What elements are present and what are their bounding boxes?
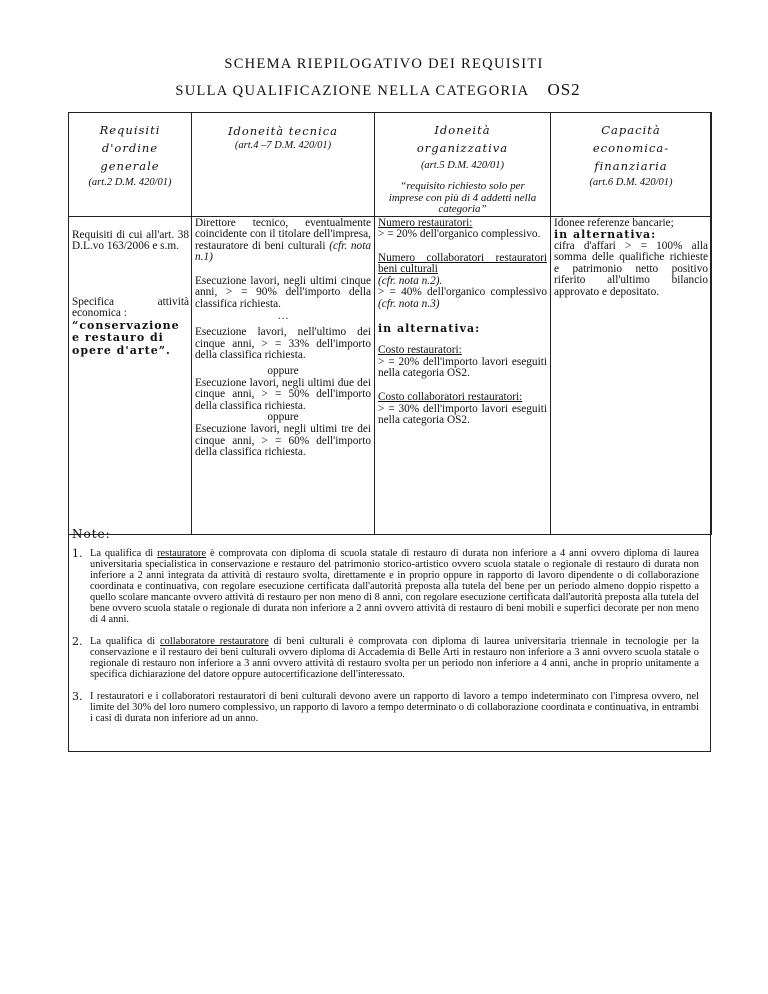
table-body-row <box>69 216 712 534</box>
director-note: (cfr. nota n.1) <box>195 239 371 264</box>
table-header-row <box>69 113 712 217</box>
note-1-number: 1. <box>72 547 83 560</box>
activity-spec-text: Specifica attività economica : <box>72 295 189 320</box>
category-code: OS2 <box>547 80 581 99</box>
note-2-text <box>90 636 699 680</box>
collaborators-number-ref: (cfr. nota n.3) <box>378 298 440 311</box>
restorers-number-label: Numero restauratori: <box>378 216 473 229</box>
note-2-key: collaboratore restauratore <box>160 636 269 647</box>
page-title: SCHEMA RIEPILOGATIVO DEI REQUISITI <box>224 56 544 72</box>
requirements-table <box>68 112 712 535</box>
header-technical <box>192 113 375 217</box>
note-2-pre: La qualifica di <box>90 636 161 647</box>
restorers-cost-value: > = 20% dell'importo lavori eseguiti nella categoria OS2. <box>378 355 547 380</box>
header-organizational-title: Idoneità organizzativa <box>416 123 509 155</box>
cell-organizational <box>375 216 551 534</box>
collaborators-number-label: Numero collaboratori restauratori beni culturali <box>378 251 547 276</box>
notes-title: Note: <box>72 527 111 541</box>
or-label-1: oppure <box>267 365 299 378</box>
note-1 <box>72 548 699 625</box>
note-1-body: è comprovata con diploma di scuola statale di restauro di durata non inferiore a 4 anni ovvero diploma di laurea universitaria specialistica in conservazione e restauro del patrimonio storico-artistico ovvero scuola statale o regionale di restauro di durata non inferiore a 2 anni integrata da attività di restauro svolta, direttamente e in proprio oppure in rapporto di lavoro dipendente o di collaborazione coordinata e continuativa, con regolare esecuzione certificata dall'autorità preposta alla tutela del bene per un periodo almeno doppio rispetto a quello scolare mancante ovvero attività di restauro per non meno di 8 anni, con regolare esecuzione certificata dall'autorità preposta alla tutela del bene ovvero scuola statale o regionale di durata non inferiore a 2 anni ovvero attività di restauro di beni mobili e superfici decorate per non meno di 4 anni. <box>90 548 700 625</box>
note-1-key: restauratore <box>157 548 207 559</box>
header-organizational-ref: (art.5 D.M. 420/01) <box>420 160 505 171</box>
alternative-label: in alternativa: <box>378 321 481 335</box>
activity-name: “conservazione e restauro di opere d'arte”. <box>72 318 180 357</box>
collaborators-cost-value: > = 30% dell'importo lavori eseguiti nella categoria OS2. <box>378 402 547 427</box>
note-3-text: I restauratori e i collaboratori restauratori di beni culturali devono avere un rapporto di lavoro a tempo indeterminato con l'impresa ovvero, nel limite del 30% del loro numero complessivo, un rapporto di lavoro a tempo determinato o di collaborazione coordinata e continuativa, in entrambi i casi di durata non inferiore ad un anno. <box>90 691 699 724</box>
director-text <box>195 218 371 264</box>
financial-alternative-label: in alternativa: <box>554 228 657 242</box>
collaborators-number-note: (cfr. nota n.2). <box>378 274 443 287</box>
subtitle-text: SULLA QUALIFICAZIONE NELLA CATEGORIA <box>175 83 530 99</box>
note-3-number: 3. <box>72 690 83 703</box>
restorers-number-value: > = 20% dell'organico complessivo. <box>378 228 541 241</box>
header-technical-title: Idoneità tecnica <box>227 124 339 138</box>
collaborators-number-text: > = 40% dell'organico complessivo <box>378 286 547 299</box>
note-1-pre: La qualifica di <box>90 548 158 559</box>
header-general-ref: (art.2 D.M. 420/01) <box>88 177 172 188</box>
cell-general <box>69 216 192 534</box>
works-last-three-years: Esecuzione lavori, negli ultimi tre dei cinque anni, > = 60% dell'importo della classifica richiesta. <box>195 423 371 459</box>
director-desc: Direttore tecnico, eventualmente coincidente con il titolare dell'impresa, restauratore di beni culturali <box>195 216 371 252</box>
note-1-text <box>90 548 699 625</box>
cell-financial <box>551 216 712 534</box>
works-last-year: Esecuzione lavori, nell'ultimo dei cinque anni, > = 33% dell'importo della classifica richiesta. <box>195 326 371 362</box>
separator: … <box>277 309 289 322</box>
works-last-two-years: Esecuzione lavori, negli ultimi due dei cinque anni, > = 50% dell'importo della classifica richiesta. <box>195 376 371 412</box>
header-organizational-note: “requisito richiesto solo per imprese con più di 4 addetti nella categoria” <box>388 180 537 215</box>
header-financial-ref: (art.6 D.M. 420/01) <box>589 177 673 188</box>
turnover-requirement: cifra d'affari > = 100% alla somma delle qualifiche richieste e patrimonio netto positivo riferito all'ultimo bilancio approvato e depositato. <box>554 239 708 299</box>
note-2-body: di beni culturali è comprovata con diploma di laurea universitaria triennale in tecnologie per la conservazione e il restauro dei beni culturali ovvero diploma di Accademia di Belle Arti in restauro non inferiore a 3 anni ovvero scuola statale o regionale di restauro non inferiore a 3 anni ovvero attività di restauro svolta per un periodo non inferiore a 4 anni, anche in proprio unitamente a specifica dichiarazione del datore oppure autocertificazione dell'interessato. <box>90 636 699 680</box>
header-general-title: Requisiti d'ordine generale <box>99 123 161 173</box>
header-organizational <box>375 113 551 217</box>
restorers-cost-label: Costo restauratori: <box>378 344 462 357</box>
collaborators-cost-label: Costo collaboratori restauratori: <box>378 391 523 404</box>
collaborators-number-value <box>378 287 547 310</box>
header-financial-title: Capacità economica-finanziaria <box>592 123 670 173</box>
note-2 <box>72 636 699 680</box>
or-label-2: oppure <box>267 411 299 424</box>
header-technical-ref: (art.4 –7 D.M. 420/01) <box>234 140 332 151</box>
note-2-number: 2. <box>72 635 83 648</box>
page-subtitle <box>0 80 762 100</box>
bank-references: Idonee referenze bancarie; <box>554 216 674 229</box>
general-requisites-text: Requisiti di cui all'art. 38 D.L.vo 163/2006 e s.m. <box>72 228 189 253</box>
note-3 <box>72 691 699 724</box>
header-financial <box>551 113 712 217</box>
cell-technical <box>192 216 375 534</box>
works-five-years: Esecuzione lavori, negli ultimi cinque anni, > = 90% dell'importo della classifica richiesta. <box>195 274 371 311</box>
header-general <box>69 113 192 217</box>
